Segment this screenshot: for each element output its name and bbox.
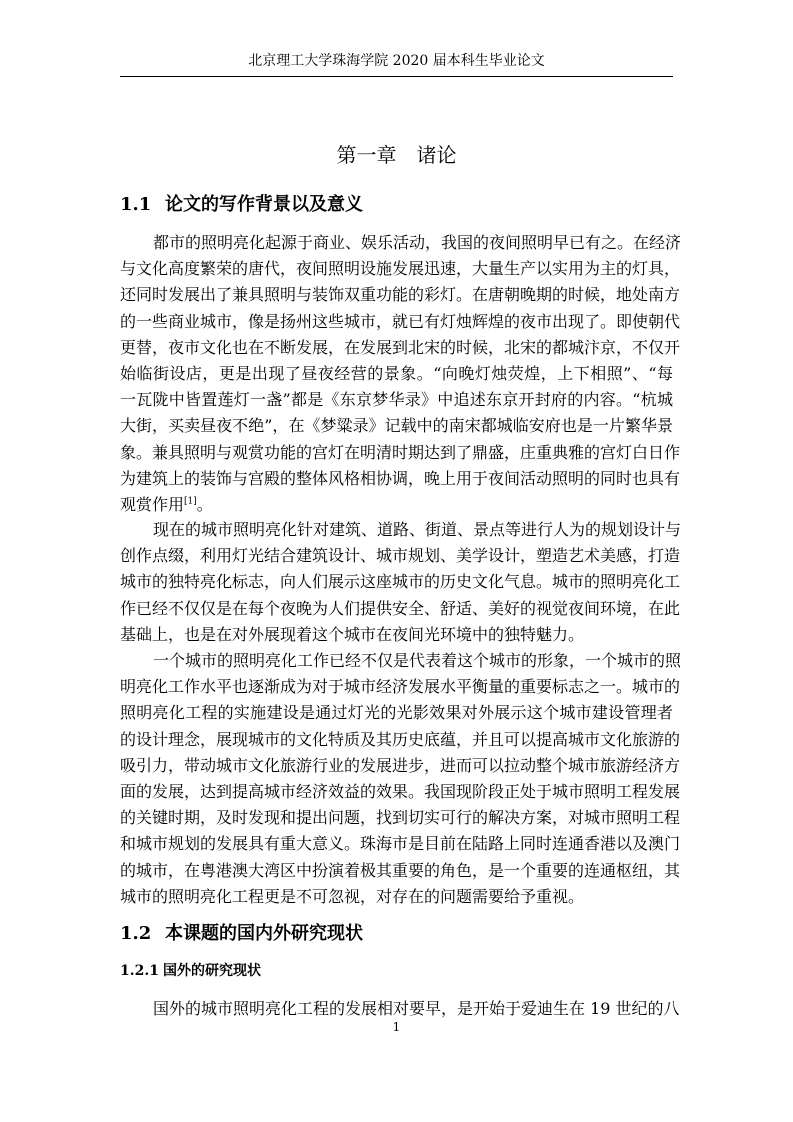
section-heading-1-1 <box>120 194 363 216</box>
text-line: 基础上，也是在对外展现着这个城市在夜间光环境中的独特魅力。 <box>120 624 585 644</box>
paragraph-1 <box>120 230 682 518</box>
text-line: 一瓦陇中皆置莲灯一盏”都是《东京梦华录》中追述东京开封府的内容。“杭城 <box>120 390 673 410</box>
text-line: 国外的城市照明亮化工程的发展相对要早，是开始于爱迪生在 19 世纪的八 <box>153 999 680 1018</box>
chapter-title: 第一章 诸论 <box>336 143 457 167</box>
page-number: 1 <box>392 1020 401 1034</box>
section-heading-1-2 <box>120 923 363 945</box>
paragraph-2 <box>120 517 682 648</box>
text-line: 为建筑上的装饰与宫殿的整体风格相协调，晚上用于夜间活动照明的同时也具有 <box>120 468 681 488</box>
section-title: 论文的写作背景以及意义 <box>165 194 363 215</box>
text-line: 城市的照明亮化工程更是不可忽视，对存在的问题需要给予重视。 <box>120 886 585 906</box>
text-line: 现在的城市照明亮化针对建筑、道路、街道、景点等进行人为的规划设计与 <box>153 520 682 539</box>
text-line: 照明亮化工程的实施建设是通过灯光的光影效果对外展示这个城市建设管理者 <box>120 703 673 723</box>
text-line: 一个城市的照明亮化工作已经不仅是代表着这个城市的形象，一个城市的照 <box>153 651 682 670</box>
text-line: 与文化高度繁荣的唐代，夜间照明设施发展迅速，大量生产以实用为主的灯具， <box>120 259 681 279</box>
text-line: 的一些商业城市，像是扬州这些城市，就已有灯烛辉煌的夜市出现了。即使朝代 <box>120 311 681 331</box>
text-line: 城市的独特亮化标志，向人们展示这座城市的历史文化气息。城市的照明亮化工 <box>120 572 681 592</box>
text-line: 象。兼具照明与观赏功能的宫灯在明清时期达到了鼎盛，庄重典雅的宫灯白日作 <box>120 442 681 462</box>
paragraph-3 <box>120 648 682 910</box>
text-line: 大街，买卖昼夜不绝”，在《梦粱录》记载中的南宋都城临安府也是一片繁华景 <box>120 416 673 436</box>
text-line: 和城市规划的发展具有重大意义。珠海市是目前在陆路上同时连通香港以及澳门 <box>120 834 681 854</box>
text-line: 吸引力，带动城市文化旅游行业的发展进步，进而可以拉动整个城市旅游经济方 <box>120 755 681 775</box>
text-line: 明亮化工作水平也逐渐成为对于城市经济发展水平衡量的重要标志之一。城市的 <box>120 677 681 697</box>
citation-marker: [1] <box>184 496 197 507</box>
text-run: 。 <box>196 494 213 514</box>
text-line: 还同时发展出了兼具照明与装饰双重功能的彩灯。在唐朝晚期的时候，地处南方 <box>120 285 681 305</box>
subsection-number: 1.2.1 <box>120 963 159 979</box>
section-title: 本课题的国内外研究现状 <box>165 923 363 944</box>
subsection-heading-1-2-1 <box>120 962 261 980</box>
text-line: 都市的照明亮化起源于商业、娱乐活动，我国的夜间照明早已有之。在经济 <box>153 233 682 252</box>
text-line: 始临街设店，更是出现了昼夜经营的景象。“向晚灯烛荧煌，上下相照”、“每 <box>120 363 673 383</box>
text-line: 的设计理念，展现城市的文化特质及其历史底蕴，并且可以提高城市文化旅游的 <box>120 729 681 749</box>
paragraph-4 <box>120 996 680 1022</box>
text-line: 的关键时期，及时发现和提出问题，找到切实可行的解决方案，对城市照明工程 <box>120 808 681 828</box>
text-line: 面的发展，达到提高城市经济效益的效果。我国现阶段正处于城市照明工程发展 <box>120 781 681 801</box>
section-number: 1.1 <box>120 194 152 215</box>
text-line: 的城市，在粤港澳大湾区中扮演着极其重要的角色，是一个重要的连通枢纽，其 <box>120 860 681 880</box>
text-line: 更替，夜市文化也在不断发展，在发展到北宋的时候，北宋的都城汴京，不仅开 <box>120 337 681 357</box>
page-header: 北京理工大学珠海学院 2020 届本科生毕业论文 <box>120 50 673 77</box>
text-line <box>120 492 673 518</box>
text-line: 作已经不仅仅是在每个夜晚为人们提供安全、舒适、美好的视觉夜间环境，在此 <box>120 598 681 618</box>
text-run: 观赏作用 <box>120 494 185 514</box>
subsection-title: 国外的研究现状 <box>163 963 261 979</box>
text-line: 创作点缀，利用灯光结合建筑设计、城市规划、美学设计，塑造艺术美感，打造 <box>120 546 681 566</box>
section-number: 1.2 <box>120 923 152 944</box>
